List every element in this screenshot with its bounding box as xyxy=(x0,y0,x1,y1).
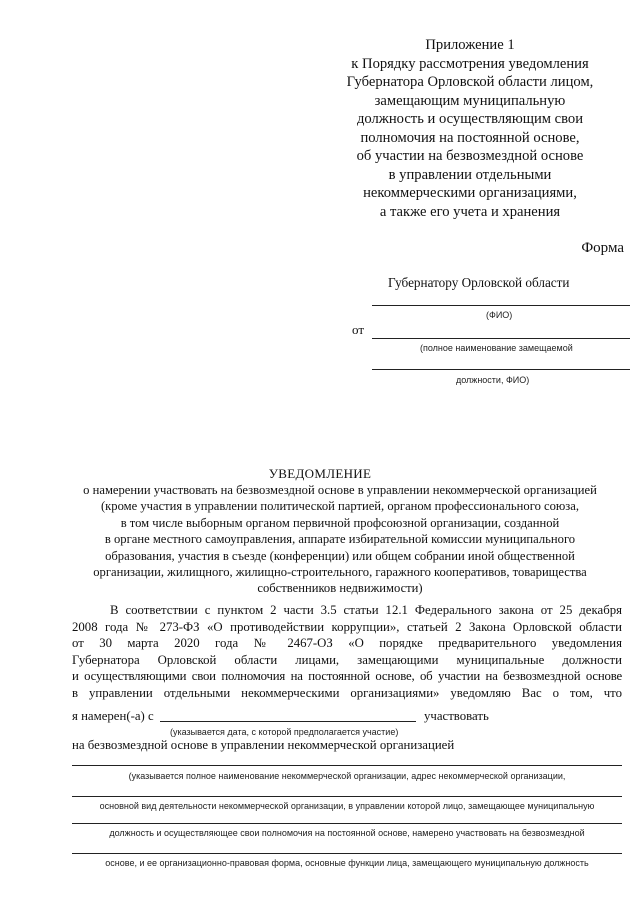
appendix-line: Приложение 1 xyxy=(425,37,515,53)
subtitle-line: собственников недвижимости) xyxy=(257,581,423,596)
date-hint: (указывается дата, с которой предполагается участие) xyxy=(170,727,399,737)
fio-hint: (ФИО) xyxy=(486,310,513,320)
org-line xyxy=(72,796,622,797)
position-line xyxy=(372,369,630,370)
intend-suffix: участвовать xyxy=(424,709,489,723)
body-line: 2008 года № 273-ФЗ «О противодействии коррупции», статьей 2 Закона Орловской области xyxy=(72,619,622,634)
appendix-line: а также его учета и хранения xyxy=(379,203,561,220)
appendix-line: в управлении отдельными xyxy=(388,166,552,183)
from-label: от xyxy=(352,322,365,337)
document-subtitle xyxy=(60,482,620,597)
subtitle-line: в том числе выборным органом первичной профсоюзной организации, созданной xyxy=(120,515,560,530)
document-title: УВЕДОМЛЕНИЕ xyxy=(268,466,372,481)
appendix-line: об участии на безвозмездной основе xyxy=(356,148,584,164)
org-line xyxy=(72,823,622,824)
subtitle-line: (кроме участия в управлении политической партией, органом профессионального союза, xyxy=(100,499,580,514)
position-hint-1: (полное наименование замещаемой xyxy=(420,343,573,353)
appendix-header xyxy=(330,36,610,221)
org-hint: должность и осуществляющее свои полномочия на постоянной основе, намерено участвовать на безвозмездной xyxy=(109,828,585,838)
position-hint-2: должности, ФИО) xyxy=(456,375,530,385)
subtitle-line: образования, участия в съезде (конференции) или общем собрании иной общественной xyxy=(105,548,575,563)
fio-line xyxy=(372,305,630,306)
appendix-line: Губернатора Орловской области лицом, xyxy=(346,74,594,90)
addressee: Губернатору Орловской области xyxy=(388,275,570,290)
appendix-line: должность и осуществляющим свои xyxy=(356,111,584,127)
body-line: на безвозмездной основе в управлении некоммерческой организацией xyxy=(72,738,455,752)
from-line xyxy=(372,338,630,339)
org-hint: основной вид деятельности некоммерческой организации, в управлении которой лицо, замещающее муниципальную xyxy=(99,801,595,811)
subtitle-line: организации, жилищного, жилищно-строительного, гаражного кооперативов, товарищества xyxy=(93,565,587,580)
appendix-line: некоммерческими организациями, xyxy=(363,185,577,201)
body-line: Губернатора Орловской области лицами, замещающими муниципальные должности xyxy=(72,652,622,667)
body-line: в управлении отдельными некоммерческими организациями» уведомляю Вас о том, что xyxy=(72,685,622,700)
subtitle-line: в органе местного самоуправления, аппарате избирательной комиссии муниципального xyxy=(104,532,576,547)
body-line: В соответствии с пунктом 2 части 3.5 статьи 12.1 Федерального закона от 25 декабря xyxy=(110,603,622,617)
body-line: от 30 марта 2020 года № 2467-ОЗ «О порядке предварительного уведомления xyxy=(72,636,622,650)
org-hint: основе, и ее организационно-правовая форма, основные функции лица, замещающего муниципальную должность xyxy=(105,858,589,868)
subtitle-line: о намерении участвовать на безвозмездной основе в управлении некоммерческой организацией xyxy=(83,483,597,497)
appendix-line: полномочия на постоянной основе, xyxy=(360,129,580,146)
org-line xyxy=(72,853,622,854)
date-line xyxy=(160,721,416,722)
org-hint: (указывается полное наименование некоммерческой организации, адрес некоммерческой организации, xyxy=(128,771,566,781)
intend-prefix: я намерен(-а) с xyxy=(72,709,154,723)
appendix-line: замещающим муниципальную xyxy=(374,92,566,109)
body-paragraph xyxy=(72,602,622,701)
appendix-line: к Порядку рассмотрения уведомления xyxy=(351,55,589,72)
org-line xyxy=(72,765,622,766)
form-label: Форма xyxy=(581,240,624,256)
body-line: и осуществляющими свои полномочия на постоянной основе, об участии на безвозмездной основе xyxy=(72,669,622,683)
